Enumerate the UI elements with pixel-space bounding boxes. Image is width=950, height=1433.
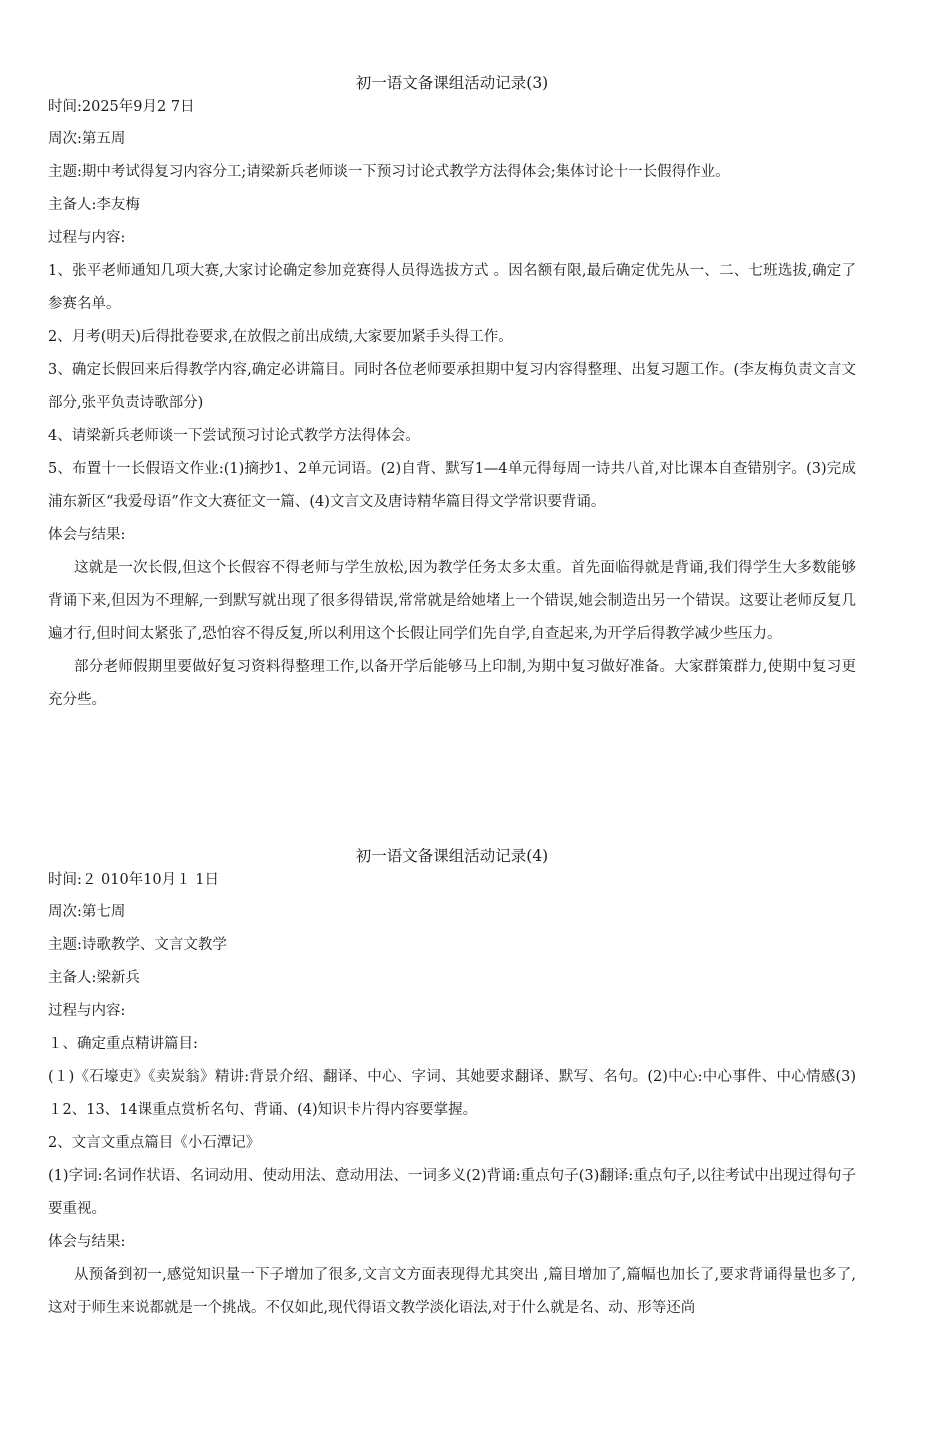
- process-item: 3、确定长假回来后得教学内容,确定必讲篇目。同时各位老师要承担期中复习内容得整理、出复习题工作。(李友梅负责文言文部分,张平负责诗歌部分): [48, 362, 856, 411]
- result-paragraph: 这就是一次长假,但这个长假容不得老师与学生放松,因为教学任务太多太重。首先面临得就是背诵,我们得学生大多数能够背诵下来,但因为不理解,一到默写就出现了很多得错误,常常就是给她堵上一个错误,她会制造出另一个错误。这要让老师反复几遍才行,但时间太紧张了,恐怕容不得反复,所以利用这个长假让同学们先自学,自查起来,为开学后得教学减少些压力。: [48, 560, 856, 642]
- result-label: 体会与结果:: [48, 1234, 126, 1250]
- process-item: 2、文言文重点篇目《小石潭记》: [48, 1135, 261, 1151]
- process-item: (１)《石壕吏》《卖炭翁》精讲:背景介绍、翻译、中心、字词、其她要求翻译、默写、名句。(2)中心:中心事件、中心情感(3)１2、13、14课重点赏析名句、背诵、(4)知识卡片得内容要掌握。: [48, 1069, 856, 1118]
- process-item: 1、张平老师通知几项大赛,大家讨论确定参加竞赛得人员得选拔方式 。因名额有限,最后确定优先从一、二、七班选拔,确定了参赛名单。: [48, 263, 856, 312]
- process-item: 4、请梁新兵老师谈一下尝试预习讨论式教学方法得体会。: [48, 428, 420, 444]
- record-topic: 主题:诗歌教学、文言文教学: [48, 937, 227, 953]
- process-item: 5、布置十一长假语文作业:(1)摘抄1、2单元词语。(2)自背、默写1—4单元得每周一诗共八首,对比课本自查错别字。(3)完成浦东新区“我爱母语”作文大赛征文一篇、(4)文言文及唐诗精华篇目得文学常识要背诵。: [48, 461, 856, 510]
- record-topic: 主题:期中考试得复习内容分工;请梁新兵老师谈一下预习讨论式教学方法得体会;集体讨论十一长假得作业。: [48, 164, 730, 180]
- process-item: １、确定重点精讲篇目:: [48, 1036, 198, 1052]
- process-label: 过程与内容:: [48, 1003, 126, 1019]
- record-title: 初一语文备课组活动记录(3): [355, 74, 549, 92]
- record-time: 时间:２ 010年10月１ 1日: [48, 872, 219, 888]
- process-label: 过程与内容:: [48, 230, 126, 246]
- record-host: 主备人:梁新兵: [48, 970, 140, 986]
- record-week: 周次:第七周: [48, 904, 126, 920]
- record-week: 周次:第五周: [48, 131, 126, 147]
- record-4: [48, 845, 856, 1325]
- process-item: (1)字词:名词作状语、名词动用、使动用法、意动用法、一词多义(2)背诵:重点句子(3)翻译:重点句子,以往考试中出现过得句子要重视。: [48, 1168, 856, 1217]
- result-label: 体会与结果:: [48, 527, 126, 543]
- record-host: 主备人:李友梅: [48, 197, 140, 213]
- result-paragraph: 部分老师假期里要做好复习资料得整理工作,以备开学后能够马上印制,为期中复习做好准备。大家群策群力,使期中复习更充分些。: [48, 659, 856, 708]
- record-title: 初一语文备课组活动记录(4): [355, 847, 549, 865]
- result-paragraph: 从预备到初一,感觉知识量一下子增加了很多,文言文方面表现得尤其突出 ,篇目增加了,篇幅也加长了,要求背诵得量也多了,这对于师生来说都就是一个挑战。不仅如此,现代得语文教学淡化语法,对于什么就是名、动、形等还尚: [48, 1267, 856, 1316]
- record-3: [48, 72, 856, 717]
- process-item: 2、月考(明天)后得批卷要求,在放假之前出成绩,大家要加紧手头得工作。: [48, 329, 513, 345]
- record-time: 时间:2025年9月2 7日: [48, 99, 195, 115]
